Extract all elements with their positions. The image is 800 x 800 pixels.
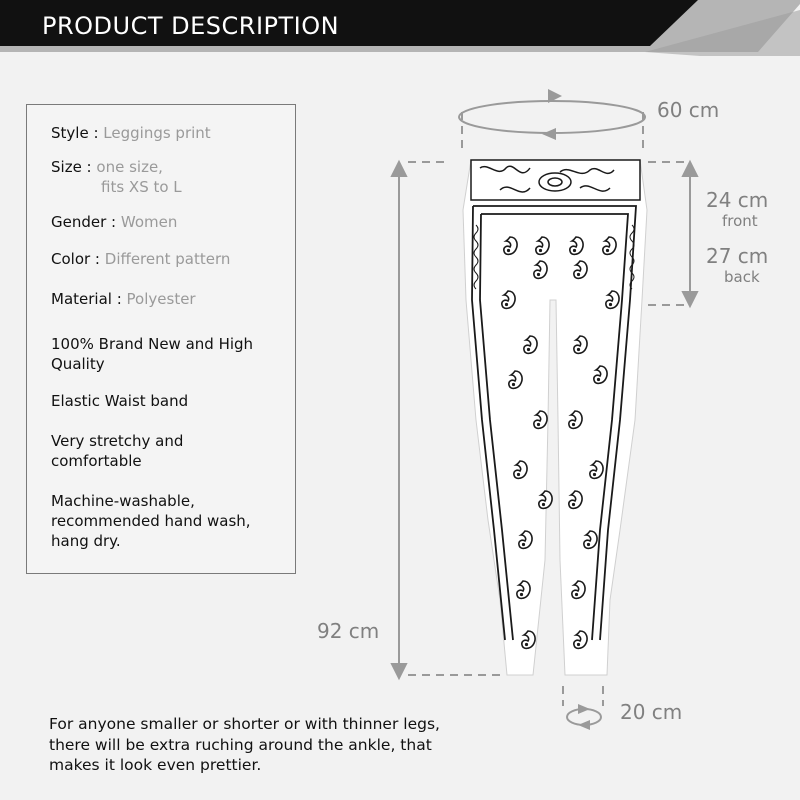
rise-front-label: front	[722, 212, 758, 230]
waist-measurement: 60 cm	[657, 98, 720, 122]
spec-size-value-1: one size,	[96, 158, 163, 176]
spec-style-value: Leggings print	[103, 124, 211, 142]
note-stretch: Very stretchy and comfortable	[51, 432, 184, 470]
rise-back-measurement: 27 cm	[706, 244, 769, 268]
ankle-measurement: 20 cm	[620, 700, 683, 724]
spec-size-value-2: fits XS to L	[101, 178, 182, 196]
spec-material-key: Material :	[51, 290, 122, 308]
spec-style-key: Style :	[51, 124, 99, 142]
rise-front-measurement: 24 cm	[706, 188, 769, 212]
spec-gender-key: Gender :	[51, 213, 117, 231]
ankle-rotate-arrows-icon	[567, 704, 601, 730]
waist-rotate-arrows-icon	[459, 89, 645, 140]
spec-color-key: Color :	[51, 250, 100, 268]
spec-size-key: Size :	[51, 158, 92, 176]
spec-material-value: Polyester	[126, 290, 196, 308]
leggings-shape	[463, 160, 647, 675]
length-measurement: 92 cm	[317, 619, 380, 643]
spec-color-value: Different pattern	[104, 250, 231, 268]
footer-note: For anyone smaller or shorter or with thinner legs, there will be extra ruching around the ankle, that makes it look even prettier.	[49, 715, 440, 774]
note-quality: 100% Brand New and High Quality	[51, 335, 254, 373]
rise-back-label: back	[724, 268, 760, 286]
spec-gender-value: Women	[120, 213, 178, 231]
note-waist: Elastic Waist band	[51, 392, 189, 410]
note-wash: Machine-washable, recommended hand wash, hang dry.	[51, 492, 251, 550]
page-title: PRODUCT DESCRIPTION	[42, 12, 340, 40]
